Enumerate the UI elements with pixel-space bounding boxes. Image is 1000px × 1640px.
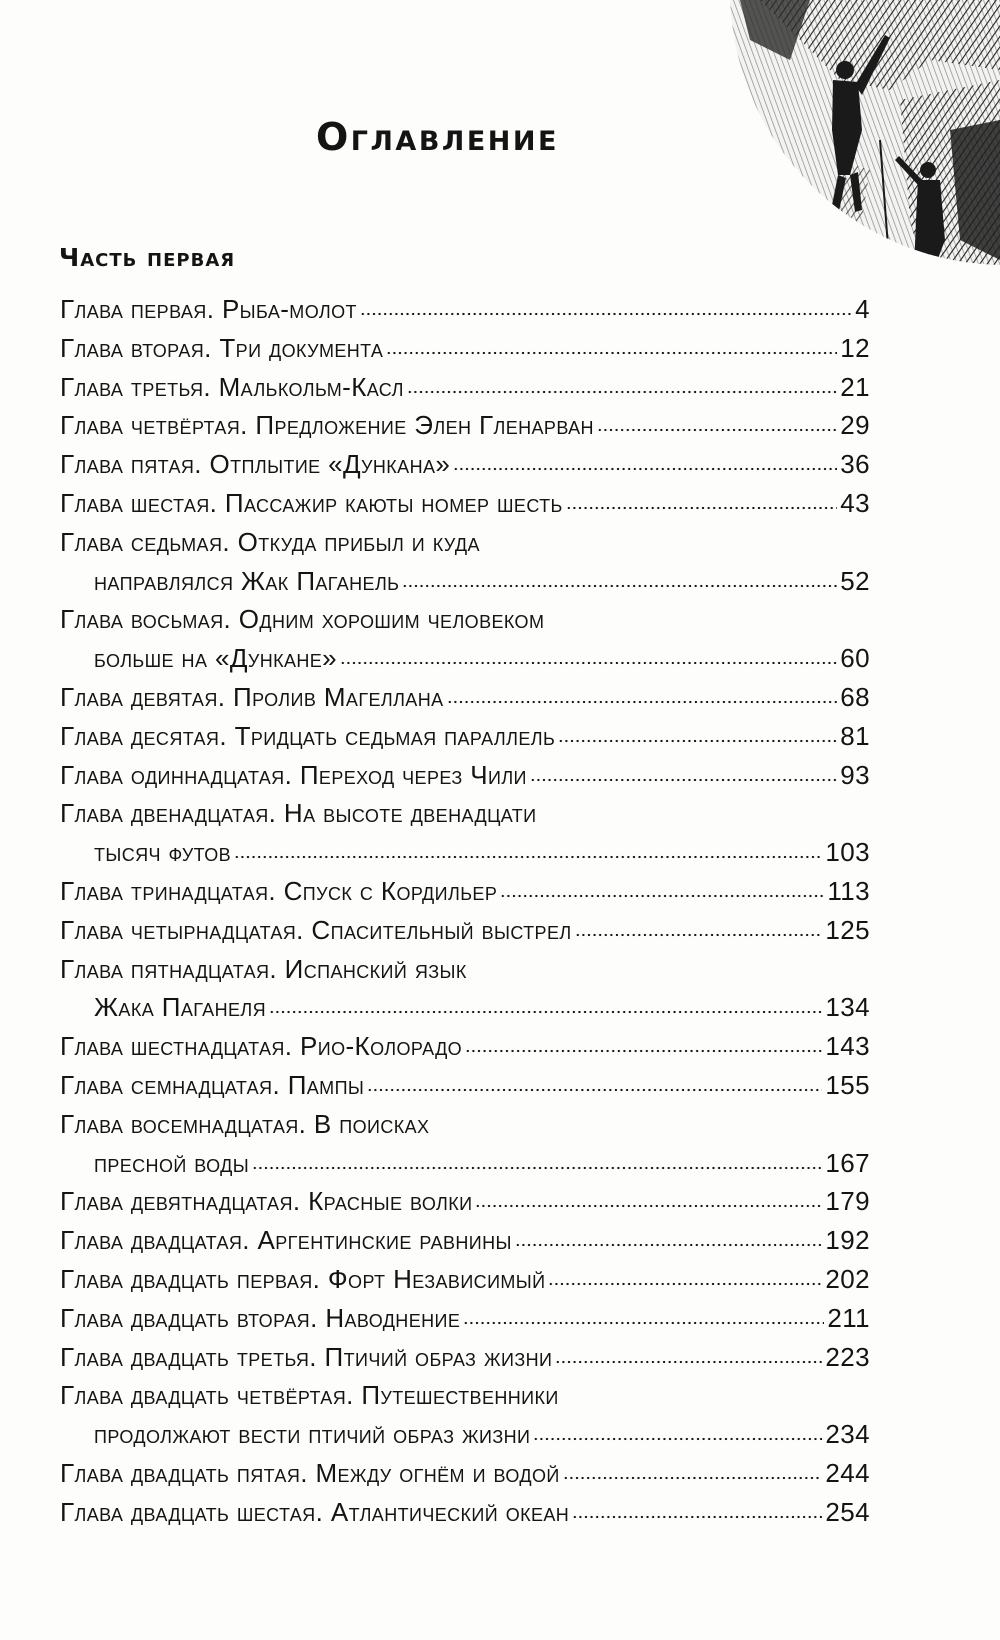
dot-leader [447,700,838,704]
toc-line [60,1260,870,1299]
toc-entry [60,872,870,911]
chapter-title: Глава пятая. Отплытие «Дункана» [60,449,451,480]
page-number: 244 [825,1457,870,1488]
chapter-title: Глава двадцать первая. Форт Независимый [60,1263,546,1294]
chapter-title: Глава шестнадцатая. Рио-Колорадо [60,1031,463,1062]
chapter-title: Глава двадцать шестая. Атлантический океан [60,1496,570,1527]
chapter-title: Глава тринадцатая. Спуск с Кордильер [60,875,498,906]
page-number: 43 [840,487,870,518]
toc-line [60,950,870,989]
toc-entry [60,678,870,717]
toc-entry [60,794,870,872]
toc-entry [60,950,870,1028]
table-of-contents [60,290,870,1532]
page-number: 211 [827,1302,870,1333]
dot-leader [515,1243,823,1247]
chapter-title: Глава девятая. Пролив Магеллана [60,681,444,712]
dot-leader [386,351,837,355]
page-number: 192 [825,1225,870,1256]
page-number: 223 [825,1341,870,1372]
page-number: 21 [840,371,870,402]
toc-entry [60,600,870,678]
page-number: 12 [840,332,870,363]
page-number: 60 [840,643,870,674]
page-number: 234 [825,1419,870,1450]
toc-line [60,639,870,678]
toc-entry [60,1338,870,1377]
page-number: 68 [840,681,870,712]
toc-entry [60,368,870,407]
chapter-title: Глава четвёртая. Предложение Элен Гленарван [60,410,594,441]
page-number: 254 [825,1496,870,1527]
page-number: 134 [825,992,870,1023]
toc-line [60,1338,870,1377]
dot-leader [340,661,837,665]
toc-line [60,717,870,756]
dot-leader [530,778,837,782]
toc-entry [60,1066,870,1105]
chapter-title-continuation: продолжают вести птичий образ жизни [94,1419,531,1450]
toc-line [60,484,870,523]
toc-line [60,368,870,407]
dot-leader [367,1088,822,1092]
toc-entry [60,290,870,329]
toc-line [60,445,870,484]
toc-line [60,329,870,368]
dot-leader [252,1166,822,1170]
chapter-title: Глава третья. Малькольм-Касл [60,371,404,402]
toc-entry [60,484,870,523]
chapter-title: Глава семнадцатая. Пампы [60,1069,365,1100]
dot-leader [572,1515,822,1519]
toc-entry [60,1376,870,1454]
toc-line [60,1144,870,1183]
chapter-title: Глава седьмая. Откуда прибыл и куда [60,526,480,557]
dot-leader [234,855,822,859]
chapter-title: Глава девятнадцатая. Красные волки [60,1186,473,1217]
toc-entry [60,1454,870,1493]
page-number: 36 [840,449,870,480]
toc-line [60,833,870,872]
page-number: 125 [825,914,870,945]
dot-leader [465,1049,822,1053]
toc-entry [60,911,870,950]
toc-line [60,1027,870,1066]
dot-leader [575,933,823,937]
chapter-title: Глава восьмая. Одним хорошим человеком [60,604,545,635]
chapter-title: Глава одиннадцатая. Переход через Чили [60,759,527,790]
chapter-title-continuation: пресной воды [94,1147,250,1178]
toc-entry [60,1221,870,1260]
chapter-title-continuation: направлялся Жак Паганель [94,565,400,596]
chapter-title: Глава шестая. Пассажир каюты номер шесть [60,487,563,518]
toc-line [60,562,870,601]
page-number: 155 [825,1069,870,1100]
dot-leader [548,1282,822,1286]
dot-leader [475,1204,822,1208]
chapter-title-continuation: больше на «Дункане» [94,643,338,674]
toc-line [60,911,870,950]
toc-entry [60,1105,870,1183]
dot-leader [566,506,838,510]
dot-leader [533,1437,822,1441]
chapter-title: Глава пятнадцатая. Испанский язык [60,953,467,984]
toc-entry [60,1299,870,1338]
page-number: 52 [840,565,870,596]
dot-leader [402,584,837,588]
dot-leader [500,894,824,898]
toc-entry [60,1027,870,1066]
dot-leader [558,739,837,743]
toc-line [60,406,870,445]
dot-leader [555,1360,822,1364]
chapter-title-continuation: тысяч футов [94,837,232,868]
part-heading: Часть первая [59,243,236,272]
page-number: 179 [825,1186,870,1217]
dot-leader [407,390,837,394]
toc-line [60,678,870,717]
page-number: 202 [825,1263,870,1294]
page-number: 167 [825,1147,870,1178]
chapter-title: Глава двенадцатая. На высоте двенадцати [60,798,537,829]
page-number: 93 [840,759,870,790]
chapter-title: Глава двадцать третья. Птичий образ жизни [60,1341,553,1372]
toc-line [60,1493,870,1532]
chapter-title: Глава первая. Рыба-молот [60,294,357,324]
chapter-title: Глава двадцать пятая. Между огнём и водой [60,1457,560,1488]
dot-leader [269,1010,822,1014]
toc-entry [60,523,870,601]
toc-line [60,1415,870,1454]
dot-leader [563,1476,823,1480]
toc-entry [60,717,870,756]
page-number: 81 [840,720,870,751]
chapter-title: Глава восемнадцатая. В поисках [60,1108,430,1139]
chapter-title: Глава двадцатая. Аргентинские равнины [60,1225,512,1256]
toc-line [60,1221,870,1260]
toc-entry [60,329,870,368]
toc-line [60,600,870,639]
page-number: 29 [840,410,870,441]
dot-leader [453,467,837,471]
toc-line [60,1299,870,1338]
page-number: 113 [827,875,870,906]
toc-line [60,1376,870,1415]
toc-entry [60,1493,870,1532]
toc-entry [60,1182,870,1221]
toc-entry [60,1260,870,1299]
dot-leader [597,428,837,432]
toc-line [60,794,870,833]
engraving-illustration [600,0,1000,300]
toc-entry [60,445,870,484]
toc-line [60,1454,870,1493]
toc-line [60,756,870,795]
page-number: 103 [825,837,870,868]
page-number: 143 [825,1031,870,1062]
chapter-title: Глава десятая. Тридцать седьмая параллель [60,720,556,751]
toc-line [60,1182,870,1221]
chapter-title-continuation: Жака Паганеля [94,992,266,1023]
toc-line [60,1066,870,1105]
toc-line [60,872,870,911]
chapter-title: Глава четырнадцатая. Спасительный выстрел [60,914,572,945]
chapter-title: Глава вторая. Три документа [60,332,384,363]
chapter-title: Глава двадцать четвёртая. Путешественники [60,1380,559,1411]
toc-line [60,988,870,1027]
dot-leader [360,312,852,316]
toc-line [60,290,870,329]
page-number: 4 [855,294,870,324]
toc-line [60,1105,870,1144]
toc-line [60,523,870,562]
toc-entry [60,756,870,795]
dot-leader [463,1321,824,1325]
page-title: Оглавление [316,115,559,159]
chapter-title: Глава двадцать вторая. Наводнение [60,1302,461,1333]
toc-entry [60,406,870,445]
